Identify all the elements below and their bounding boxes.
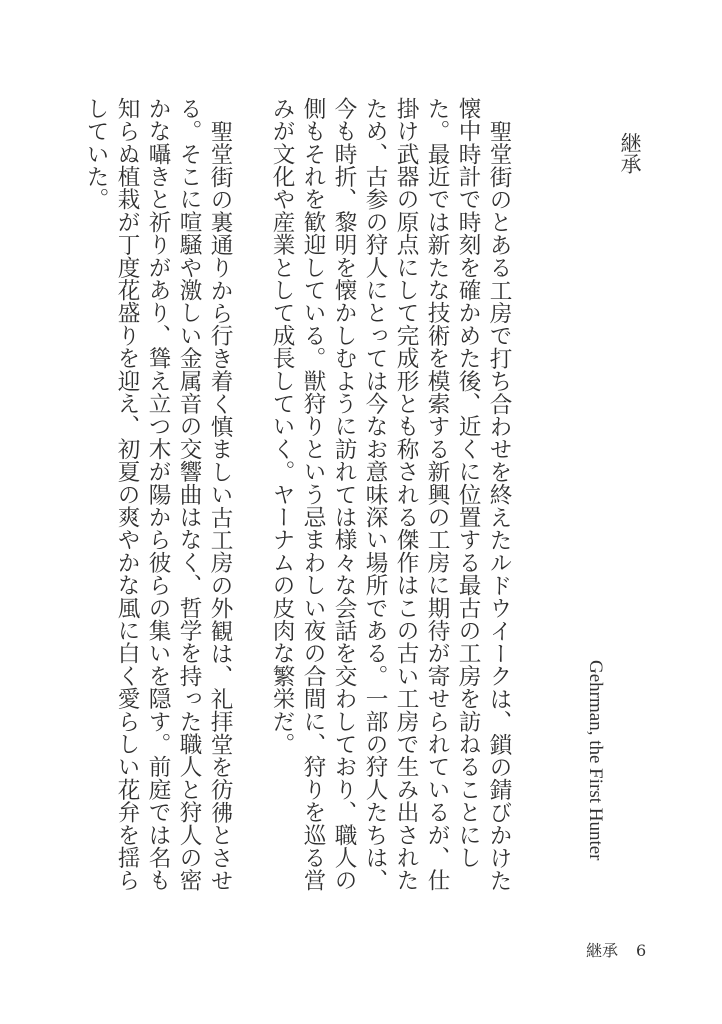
chapter-subtitle: Gehrman, the First Hunter: [585, 660, 606, 861]
paragraph: 聖堂街の裏通りから行き着く慎ましい古工房の外観は、礼拝堂を彷彿とさせる。そこに喧騒や激しい金属音の交響曲はなく、哲学を持った職人と狩人の密かな囁きと祈りがあり、聳え立つ木が陽から彼らの集いを隠す。前庭では名も知らぬ植栽が丁度花盛りを迎え、初夏の爽やかな風に白く愛らしい花弁を揺らしていた。: [83, 97, 233, 892]
body-text: [80, 97, 514, 897]
page-number: 6: [636, 941, 647, 960]
footer-chapter-name: 継承: [586, 941, 619, 960]
chapter-title: 継承: [618, 132, 642, 174]
paragraph: 聖堂街のとある工房で打ち合わせを終えたルドウイークは、鎖の錆びかけた懐中時計で時刻を確かめた後、近くに位置する最古の工房を訪ねることにした。最近では新たな技術を模索する新興の工房に期待が寄せられているが、仕掛け武器の原点にして完成形とも称される傑作はこの古い工房で生み出されたため、古参の狩人にとっては今なお意味深い場所である。一部の狩人たちは、今も時折、黎明を懐かしむように訪れては様々な会話を交わしており、職人の側もそれを歓迎している。獣狩りという忌まわしい夜の合間に、狩りを巡る営みが文化や産業として成長していく。ヤーナムの皮肉な繁栄だ。: [269, 97, 512, 892]
page-footer: [586, 938, 646, 961]
